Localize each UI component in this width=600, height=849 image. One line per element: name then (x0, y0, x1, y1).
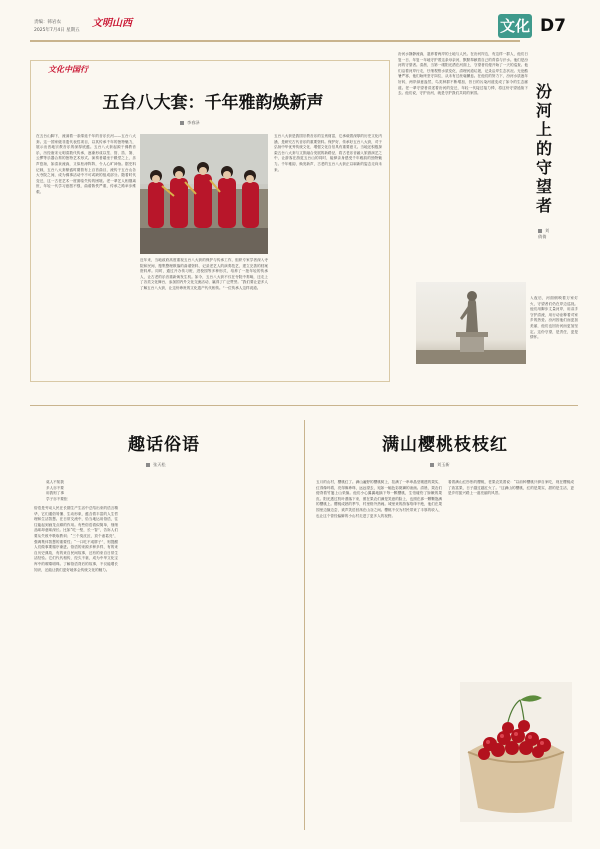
right-author: 刘倩倩 (538, 228, 550, 239)
byline-mark-icon (430, 463, 434, 467)
poem-line: 学子亦不要拒 (46, 496, 68, 501)
right-body-top: 汾河水静静流淌，滋养着两岸的土地与人民。在汾河岸边，有这样一群人，他们日复一日、年复一年地守护着这条母亲河，默默奉献着自己的青春与汗水。他们是汾河的守望者。清晨，当第一缕阳光洒在河面上，守望者们便开始了一天的巡查。他们沿着河岸行走，仔细观察水质变化，清理河道垃圾，记录沿岸生态状况。无论酷暑严寒，他们始终坚守岗位，从未有过丝毫懈怠。在他们的努力下，汾河水质逐年好转，两岸绿意盎然，鸟类种群不断增加，昔日的污染河道变成了如今的生态廊道。老一辈守望者讲述着汾河的变迁，年轻一代接过接力棒，将这份守望延续下去。他们说，守护汾河，就是守护我们共同的家园。 (398, 52, 528, 96)
bottom-left-headline: 趣话俗语 (128, 435, 200, 455)
right-body-bottom: 入夜后，河面倒映着万家灯火，守望者们仍在岸边巡视。他们用脚步丈量河岸，用双手守护清流，用行动诠释着对家乡的热爱。汾河因他们而更加美丽，他们也因汾河而更加坚定。这份守望，是责任，更是情怀。 (530, 296, 578, 340)
poem-line: 莫人不知我 (46, 480, 64, 484)
left-body-col3: 五台八大套是我国宗教音乐的宝贵财富，它承载着深厚的历史文化内涵，是研究古代音乐的重要资料。保护好、传承好五台八大套，对于弘扬中华优秀传统文化、增强文化自信具有重要意义。当地还积极探索五台八大套与文旅融合发展的新路径，将古老乐音融入旅游演艺之中，让游客在游览五台山的同时，能够亲身感受千年雅韵的独特魅力。千年雅韵，焕发新声，古老的五台八大套正以崭新的姿态走向未来。 (274, 134, 382, 172)
statue-illustration (416, 282, 526, 364)
left-byline (180, 120, 200, 126)
bottom-left-author: 张天松 (153, 462, 166, 467)
section-divider (30, 405, 578, 406)
byline-mark-icon (180, 121, 184, 125)
bottom-right-author: 刘玉新 (437, 462, 450, 467)
editor-line: 责编：韩岩农 (34, 20, 61, 25)
date-line: 2025年7月4日 星期五 (34, 28, 80, 33)
section-badge (498, 14, 532, 38)
masthead-gold-rule (30, 40, 520, 42)
bottom-left-body-col2 (122, 480, 208, 824)
bottom-right-body-col3 (448, 824, 574, 830)
right-byline (538, 228, 550, 240)
masthead (0, 0, 600, 46)
byline-mark-icon (538, 229, 542, 233)
bottom-left-body-col3 (212, 480, 296, 824)
section-label: 文化 (499, 17, 530, 35)
left-body-col1: 在五台山脚下，流淌着一条绵延千年的音乐长河——五台八大套。这一国家级非遗代表性项目，以其传承千年的独特魅力，展示出晋地宗教音乐的深厚底蕴。五台八大套起源于佛教音乐，历经唐宋元明清数代传承，逐渐形成以笙、管、笛、箫、云锣等乐器合奏的独特艺术形式。演奏者端坐于殿堂之上，乐声悠扬，如清泉流淌，又似松涛阵阵，令人心旷神怡。据史料记载，五台八大套鼎盛时期曾有上百首曲目，流传于五台山各大寺院之间，成为佛事活动中不可或缺的组成部分。随着时代变迁，这一古老艺术一度面临失传的困境。老一辈艺人相继离世，年轻一代学习意愿不强，曲谱散佚严重，传承之路举步维艰。 (36, 134, 136, 194)
bottom-right-body-col1: 五月的山村，樱桃红了。满山遍野的樱桃树上，挂满了一串串晶莹剔透的果实，红得像玛瑙，亮得像珍珠，远远望去，宛如一幅色彩斑斓的油画。清晨，果农们便背着竹篓上山采摘。他们小心翼翼地摘下每一颗樱桃，生怕碰伤了娇嫩的果皮。阳光透过枝叶洒落下来，照在果农们满是笑意的脸上，也照在那一颗颗饱满的樱桃上。樱桃成熟的季节，村里格外热闹。城里来的游客络绎不绝，他们在果园里边摘边尝，欢声笑语回荡在山谷之间。樱桃不仅为村民带来了丰厚的收入，也让这个曾经偏僻的小山村走进了更多人的视野。 (316, 480, 442, 518)
left-headline: 五台八大套：千年雅韵焕新声 (102, 93, 324, 113)
column-divider (304, 420, 305, 830)
poem-block (36, 480, 106, 502)
right-photo (416, 282, 526, 364)
bottom-right-body-col2: 看着满山红彤彤的樱桃，老果农笑着说：“以前种樱桃只够自家吃，现在樱桃成了致富果，日子越过越红火了。”这满山的樱桃，红的是果实，甜的是生活，更是乡村振兴路上一道亮丽的风景。 (448, 480, 574, 496)
right-feature (398, 52, 578, 397)
bottom-left-byline (146, 462, 166, 468)
left-author: 李春泽 (187, 120, 200, 125)
poem-line: 用我则了事 (46, 491, 64, 496)
cherries-photo (460, 682, 572, 822)
left-body-col2: 近年来，当地政府高度重视五台八大套的保护与传承工作，组织专家学者深入寺院和民间，搜集整理散落的曲谱资料，记录老艺人的演奏技艺，建立完善的档案资料库。同时，通过开办传习班、进校园等多种形式，培养了一批年轻的传承人，让古老的乐音重新焕发生机。如今，五台八大套不仅在寺院中奏响，还走上了各类文化舞台，参加国内外文化交流活动，赢得了广泛赞誉。“我们要让更多人了解五台八大套，让这份珍贵的文化遗产代代相传。”一位传承人这样说道。 (140, 258, 268, 290)
bottom-left-article (30, 420, 298, 835)
left-photo (140, 134, 268, 254)
cherry-basket-illustration (460, 682, 572, 822)
page-number: D7 (540, 16, 566, 36)
bottom-left-body-col1: 俗语是劳动人民在长期生产生活中总结出来的语言精华，它们通俗易懂、生动形象，蕴含着丰富的人生哲理和生活智慧。在日常交流中，恰当地运用俗语，往往能起到画龙点睛的作用。有些俗语看似简单，细细品味却意味深长。比如“吃一堑，长一智”，告诉人们要从失败中吸取教训；“三个臭皮匠，顶个诸葛亮”，强调集体智慧的重要性；“一口吃不成胖子”，则提醒人们做事要循序渐进。俗语的来源多种多样，有的来自历史典故，有的来自民间故事，还有的来自日常生活经验。它们代代相传，经久不衰，成为中华文化宝库中的璀璨明珠。了解俗语背后的故事，不仅能增长知识，还能让我们更好地体会传统文化的魅力。 (34, 506, 118, 572)
bottom-right-byline (430, 462, 450, 468)
column-logo-masthead: 文明山西 (92, 18, 132, 29)
left-feature (30, 52, 390, 392)
right-body-bottom2 (398, 368, 528, 392)
byline-mark-icon (146, 463, 150, 467)
bottom-right-headline: 满山樱桃枝枝红 (382, 435, 508, 455)
musicians-illustration (140, 134, 268, 254)
poem-line: 多人亦不要 (46, 485, 64, 490)
right-headline: 汾河上的守望者 (536, 82, 553, 215)
column-logo: 文化中国行 (44, 64, 92, 75)
bottom-right-article (312, 420, 578, 835)
